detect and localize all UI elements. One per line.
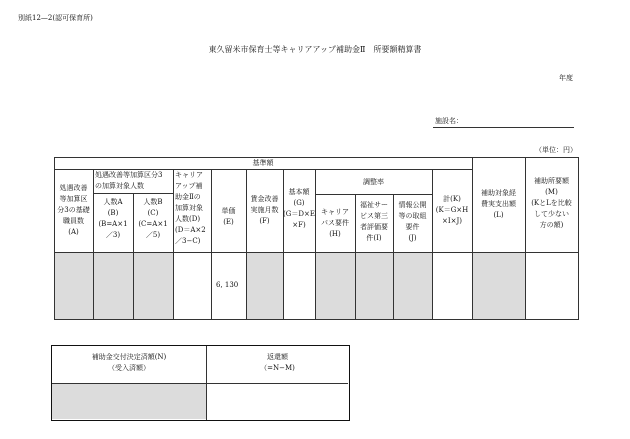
col-b-header: 人数A (B) (B=A×1 ／3) <box>98 198 128 239</box>
cell-h[interactable] <box>315 252 355 319</box>
col-i-header: 福祉サー ビス第三 者評価要 件(I) <box>360 201 388 242</box>
form-id: 別紙12—2(認可保育所) <box>18 14 93 22</box>
col-f-header: 賃金改善 実施月数 (F) <box>250 195 279 225</box>
year-label: 年度 <box>559 74 573 82</box>
cell-f[interactable] <box>246 252 283 319</box>
page-title: 東久留米市保育士等キャリアアップ補助金Ⅱ 所要額精算書 <box>208 45 422 54</box>
cell-j[interactable] <box>393 252 432 319</box>
col-h-header: キャリア パス要件 (H) <box>321 208 349 238</box>
cell-m[interactable] <box>525 252 578 319</box>
col-n-header: 補助金交付決定済額(N) （受入済額） <box>91 353 167 372</box>
col-k-header: 計(K) (K＝G×H ×I×J) <box>435 195 469 225</box>
cell-i[interactable] <box>355 252 393 319</box>
col-e-header: 単価 (E) <box>221 207 236 226</box>
unit-label: （単位：円） <box>535 146 577 154</box>
adjust-header: 調整率 <box>363 178 384 186</box>
cell-k[interactable] <box>432 252 472 319</box>
base-header: 基準額 <box>252 159 274 167</box>
refund-table <box>51 345 350 421</box>
col-m-header: 補助所要額 (M) (KとLを比較 して少ない 方の額) <box>531 177 572 229</box>
col-g-header: 基本額 (G) (G＝D×E ×F) <box>283 188 315 229</box>
group-header: 処遇改善等加算区分3 の加算対象人数 <box>95 171 163 190</box>
col-j-header: 情報公開 等の取組 要件 (J) <box>398 201 427 242</box>
cell-d[interactable] <box>173 252 211 319</box>
cell-l[interactable] <box>472 252 525 319</box>
cell-o[interactable] <box>207 384 348 419</box>
cell-a[interactable] <box>54 252 93 319</box>
cell-g[interactable] <box>283 252 315 319</box>
cell-b[interactable] <box>93 252 133 319</box>
col-o-header: 返還額 （=N−M) <box>260 353 295 372</box>
unit-price-value: 6, 130 <box>216 281 239 289</box>
facility-label: 施設名： <box>435 117 463 125</box>
col-l-header: 補助対象経 費実支出額 (L) <box>481 189 516 219</box>
cell-c[interactable] <box>133 252 173 319</box>
col-c-header: 人数B (C) (C=A×1 ／5) <box>138 198 168 239</box>
col-a-header: 処遇改善 等加算区 分3の基礎 職員数 (A) <box>57 184 90 236</box>
cell-n[interactable] <box>52 384 206 419</box>
col-d-header: キャリア アップ補 助金Ⅱの 加算対象 人数(D) (D＝A×2 ／3−C) <box>175 171 206 245</box>
